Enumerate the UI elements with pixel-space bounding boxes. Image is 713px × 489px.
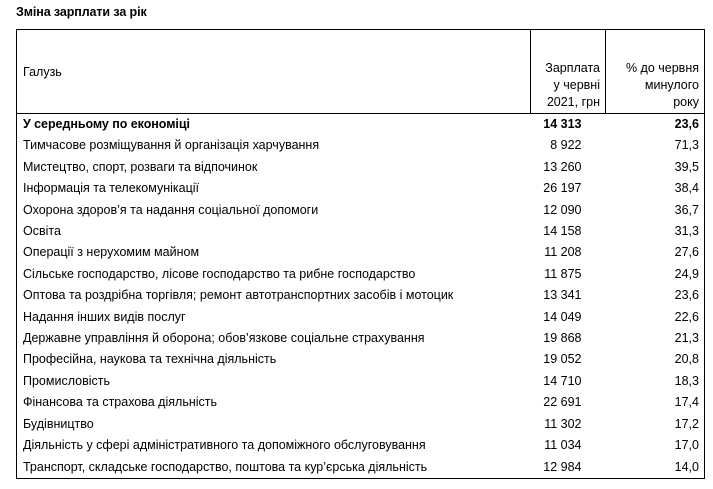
cell-salary: 11 208 <box>544 245 582 260</box>
table-row <box>17 285 705 306</box>
cell-branch: Сільське господарство, лісове господарство та рибне господарство <box>23 266 416 281</box>
cell-percent: 17,0 <box>674 438 699 453</box>
cell-percent: 17,4 <box>674 395 699 410</box>
table-header <box>17 30 705 114</box>
table-row <box>17 264 705 285</box>
table-row <box>17 200 705 221</box>
table-row <box>17 178 705 199</box>
column-header-percent <box>606 30 705 114</box>
table-row <box>17 307 705 328</box>
cell-percent: 27,6 <box>674 245 699 260</box>
cell-branch: Діяльність у сфері адміністративного та допоміжного обслуговування <box>23 438 426 453</box>
cell-salary: 14 158 <box>543 224 582 239</box>
cell-branch: Надання інших видів послуг <box>23 309 186 324</box>
cell-salary: 14 710 <box>543 373 582 388</box>
table-row <box>17 135 705 156</box>
column-header-salary-line-2: у червні <box>553 78 600 92</box>
cell-percent: 17,2 <box>674 416 699 431</box>
cell-salary: 13 341 <box>543 288 582 303</box>
cell-percent: 23,6 <box>674 288 699 303</box>
cell-salary: 12 984 <box>543 459 582 474</box>
cell-salary: 8 922 <box>550 138 582 153</box>
cell-salary: 26 197 <box>543 181 582 196</box>
cell-branch: Інформація та телекомунікації <box>23 181 199 196</box>
cell-salary: 11 875 <box>544 266 582 281</box>
cell-percent: 23,6 <box>674 117 699 131</box>
cell-branch: У середньому по економіці <box>23 117 190 131</box>
cell-branch: Оптова та роздрібна торгівля; ремонт автотранспортних засобів і мотоцик <box>23 288 454 303</box>
cell-branch: Транспорт, складське господарство, поштова та кур’єрська діяльність <box>23 459 428 474</box>
table-row <box>17 328 705 349</box>
table-row <box>17 457 705 479</box>
cell-salary: 19 868 <box>543 331 582 346</box>
cell-percent: 38,4 <box>674 181 699 196</box>
salary-table-container <box>16 29 704 479</box>
cell-branch: Державне управління й оборона; обов’язкове соціальне страхування <box>23 331 425 346</box>
cell-salary: 11 034 <box>544 438 582 453</box>
cell-branch: Професійна, наукова та технічна діяльність <box>23 352 277 367</box>
cell-branch: Операції з нерухомим майном <box>23 245 200 260</box>
cell-branch: Мистецтво, спорт, розваги та відпочинок <box>23 159 258 174</box>
table-row <box>17 157 705 178</box>
column-header-branch-line-1: Галузь <box>23 64 62 79</box>
column-header-percent-line-1: % до червня <box>625 61 699 75</box>
cell-percent: 14,0 <box>674 459 699 474</box>
cell-percent: 36,7 <box>674 202 699 217</box>
cell-branch: Промисловість <box>23 373 111 388</box>
cell-salary: 22 691 <box>543 395 582 410</box>
cell-percent: 31,3 <box>674 224 699 239</box>
table-row <box>17 349 705 370</box>
cell-percent: 24,9 <box>674 266 699 281</box>
column-header-branch <box>17 30 531 114</box>
column-header-percent-line-2: минулого <box>644 78 699 92</box>
cell-percent: 20,8 <box>674 352 699 367</box>
cell-salary: 14 049 <box>543 309 582 324</box>
table-body <box>17 114 705 479</box>
cell-salary: 13 260 <box>543 159 582 174</box>
cell-branch: Будівництво <box>23 416 94 431</box>
table-row <box>17 414 705 435</box>
cell-percent: 21,3 <box>674 331 699 346</box>
cell-salary: 11 302 <box>544 416 582 431</box>
salary-table <box>16 29 705 479</box>
column-header-salary <box>531 30 606 114</box>
table-row <box>17 242 705 263</box>
column-header-salary-line-1: Зарплата <box>545 61 600 75</box>
table-row <box>17 371 705 392</box>
cell-branch: Освіта <box>23 224 61 239</box>
column-header-salary-line-3: 2021, грн <box>546 95 600 109</box>
cell-branch: Тимчасове розміщування й організація харчування <box>23 138 320 153</box>
page-title: Зміна зарплати за рік <box>16 5 147 19</box>
cell-branch: Фінансова та страхова діяльність <box>23 395 217 410</box>
cell-salary: 12 090 <box>543 202 582 217</box>
cell-percent: 71,3 <box>674 138 699 153</box>
table-header-row <box>17 30 705 114</box>
table-row <box>17 435 705 456</box>
table-row <box>17 221 705 242</box>
cell-percent: 18,3 <box>674 373 699 388</box>
table-row <box>17 392 705 413</box>
cell-salary: 19 052 <box>543 352 582 367</box>
cell-salary: 14 313 <box>543 117 582 131</box>
cell-branch: Охорона здоров’я та надання соціальної допомоги <box>23 202 319 217</box>
column-header-percent-line-3: року <box>673 95 699 109</box>
cell-percent: 22,6 <box>674 309 699 324</box>
cell-percent: 39,5 <box>674 159 699 174</box>
table-row <box>17 114 705 136</box>
